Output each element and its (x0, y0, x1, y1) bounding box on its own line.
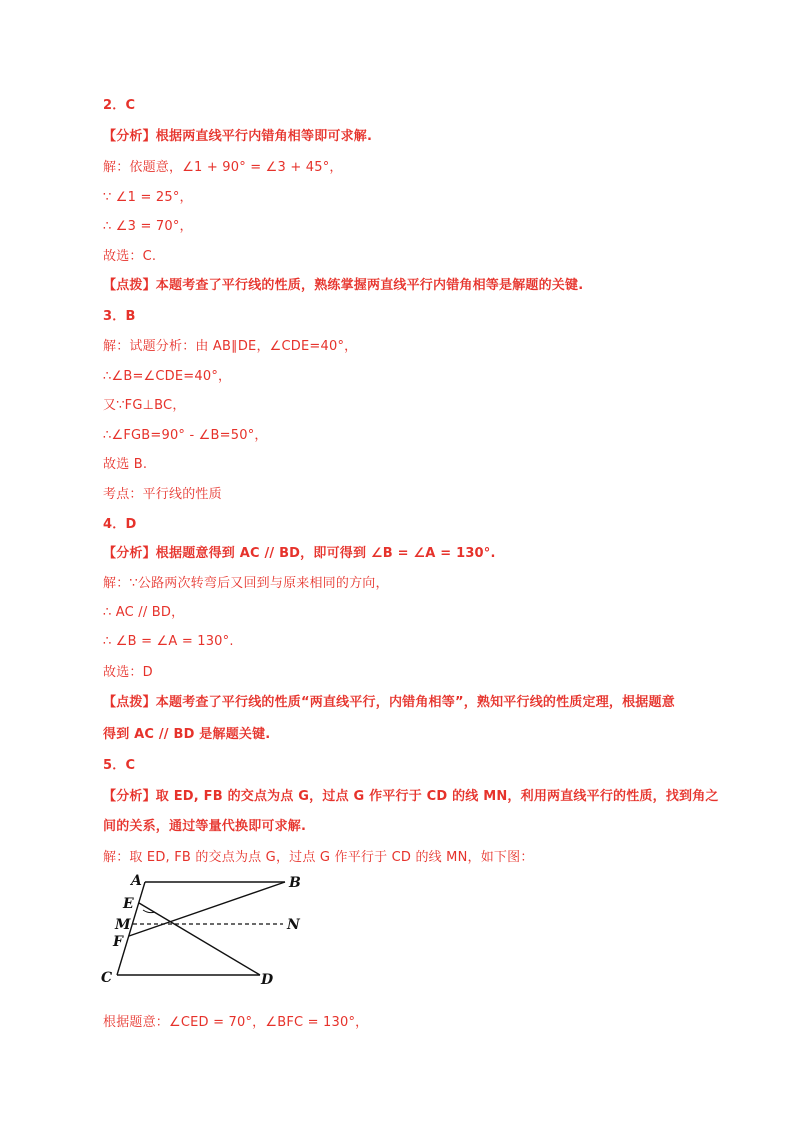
q4-solution-line: 故选：D (103, 665, 153, 680)
label-m: M (115, 917, 131, 933)
q3-solution-line: 故选 B. (103, 457, 148, 472)
q4-solution-line: 解：∵公路两次转弯后又回到与原来相同的方向， (103, 576, 389, 591)
q3-solution-line: ∴∠FGB=90° - ∠B=50°， (103, 428, 268, 443)
q5-analysis: 【分析】取 ED, FB 的交点为点 G，过点 G 作平行于 CD 的线 MN，利用两直线平行的性质，找到角之 (103, 789, 719, 804)
q2-solution-line: 解：依题意，∠1 + 90° = ∠3 + 45°， (103, 160, 343, 175)
q5-analysis: 间的关系，通过等量代换即可求解. (103, 819, 307, 834)
q5-solution-line: 根据题意：∠CED = 70°，∠BFC = 130°， (103, 1015, 369, 1030)
q4-answer: 4．D (103, 517, 137, 532)
line-ed (139, 903, 260, 975)
q4-analysis: 【分析】根据题意得到 AC // BD，即可得到 ∠B = ∠A = 130°. (103, 546, 496, 561)
q2-analysis: 【分析】根据两直线平行内错角相等即可求解. (103, 129, 373, 144)
label-n: N (287, 917, 300, 933)
label-d: D (261, 972, 274, 988)
q4-solution-line: ∴ AC // BD， (103, 605, 185, 620)
label-a: A (131, 873, 142, 889)
q3-answer: 3．B (103, 309, 136, 324)
geometry-figure (95, 870, 315, 990)
q2-tip: 【点拨】本题考查了平行线的性质，熟练掌握两直线平行内错角相等是解题的关键. (103, 278, 584, 293)
q3-key-point: 考点：平行线的性质 (103, 487, 222, 502)
label-f: F (113, 934, 123, 950)
q4-tip: 【点拨】本题考查了平行线的性质“两直线平行，内错角相等”，熟知平行线的性质定理，根据题意 (103, 695, 675, 710)
q3-solution-line: ∴∠B=∠CDE=40°， (103, 369, 232, 384)
q5-answer: 5．C (103, 758, 136, 773)
label-c: C (101, 970, 113, 986)
q2-answer: 2．C (103, 98, 136, 113)
line-fb (129, 882, 285, 936)
q3-solution-line: 解：试题分析：由 AB∥DE，∠CDE=40°， (103, 339, 358, 354)
label-e: E (123, 896, 134, 912)
q2-solution-line: ∵ ∠1 = 25°， (103, 190, 193, 205)
label-b: B (289, 875, 301, 891)
q2-solution-line: ∴ ∠3 = 70°， (103, 219, 193, 234)
q5-solution-line: 解：取 ED, FB 的交点为点 G，过点 G 作平行于 CD 的线 MN，如下图： (103, 850, 534, 865)
q4-solution-line: ∴ ∠B = ∠A = 130°. (103, 634, 234, 649)
q2-solution-line: 故选：C. (103, 249, 157, 264)
q3-solution-line: 又∵FG⊥BC， (103, 398, 186, 413)
q4-tip: 得到 AC // BD 是解题关键. (103, 727, 271, 742)
